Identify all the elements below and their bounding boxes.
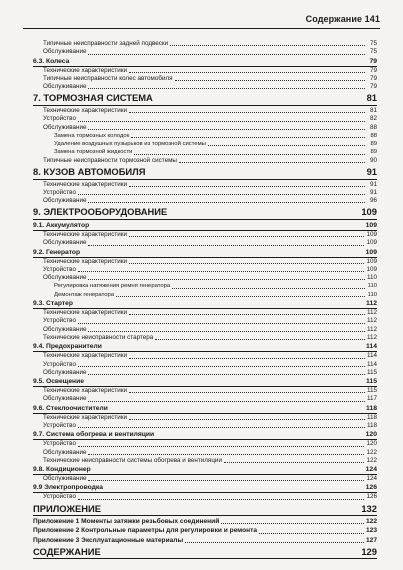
toc-entry-label: Типичные неисправности тормозной системы bbox=[43, 156, 177, 164]
toc-entry-label: Технические характеристики bbox=[43, 352, 128, 360]
toc-entry-label: Устройство bbox=[43, 422, 76, 429]
toc-lvl2-row bbox=[33, 148, 377, 156]
toc-entry-label: Технические характеристики bbox=[43, 257, 128, 265]
toc-entry-page: 112 bbox=[366, 333, 377, 341]
toc-entry-page: 112 bbox=[366, 317, 377, 325]
toc-section-row bbox=[33, 430, 377, 440]
toc-entry-label: 8. КУЗОВ АВТОМОБИЛЯ bbox=[33, 166, 146, 178]
toc-entry-label: 9.7. Система обогрева и вентиляции bbox=[33, 431, 155, 439]
toc-lvl1-row bbox=[33, 75, 377, 83]
toc-entry-page: 79 bbox=[369, 83, 377, 91]
dot-leader bbox=[78, 121, 365, 122]
toc-lvl1-row bbox=[33, 239, 377, 247]
toc-entry-page: 123 bbox=[365, 527, 377, 535]
dot-leader bbox=[78, 446, 365, 447]
toc-entry-label: Обслуживание bbox=[43, 123, 87, 131]
toc-chapter-row bbox=[33, 166, 377, 180]
toc-entry-label: СОДЕРЖАНИЕ bbox=[33, 545, 101, 557]
toc-lvl1-row bbox=[33, 449, 377, 457]
toc-entry-page: 109 bbox=[366, 265, 377, 273]
toc-entry-page: 75 bbox=[369, 48, 377, 56]
toc-entry-page: 127 bbox=[365, 536, 377, 544]
toc-entry-page: 114 bbox=[366, 360, 377, 368]
toc-lvl1-row bbox=[33, 361, 377, 369]
toc-entry-page: 110 bbox=[366, 274, 377, 282]
page-header-title: Содержание 141 bbox=[305, 14, 380, 24]
dot-leader bbox=[88, 401, 364, 402]
dot-leader bbox=[131, 137, 365, 138]
toc-lvl1-row bbox=[33, 317, 377, 325]
toc-entry-page: 110 bbox=[367, 291, 377, 298]
toc-entry-page: 91 bbox=[369, 180, 377, 188]
toc-entry-label: Устройство bbox=[43, 265, 76, 273]
toc-entry-page: 109 bbox=[365, 248, 377, 256]
toc-lvl1-row bbox=[33, 395, 377, 403]
toc-entry-page: 81 bbox=[369, 106, 377, 114]
toc-lvl1-row bbox=[33, 231, 377, 239]
toc-entry-page: 110 bbox=[367, 283, 377, 290]
toc-entry-label: Обслуживание bbox=[43, 83, 87, 91]
toc-entry-page: 120 bbox=[365, 431, 377, 439]
dot-leader bbox=[185, 542, 364, 543]
toc-entry-label: Замена тормозных колодок bbox=[54, 132, 130, 139]
toc-entry-page: 88 bbox=[370, 132, 377, 139]
dot-leader bbox=[129, 314, 365, 315]
toc-entry-label: 9.3. Стартер bbox=[33, 300, 73, 308]
table-of-contents bbox=[33, 40, 377, 560]
dot-leader bbox=[224, 462, 365, 463]
dot-leader bbox=[88, 374, 364, 375]
toc-entry-label: Технические характеристики bbox=[43, 66, 128, 74]
toc-entry-label: Типичные неисправности колес автомобиля bbox=[43, 74, 173, 82]
dot-leader bbox=[179, 162, 365, 163]
dot-leader bbox=[78, 194, 365, 195]
toc-lvl1-row bbox=[33, 387, 377, 395]
toc-entry-page: 75 bbox=[369, 40, 377, 47]
toc-entry-page: 118 bbox=[366, 422, 377, 429]
toc-entry-page: 89 bbox=[370, 141, 377, 148]
toc-entry-page: 88 bbox=[369, 123, 377, 131]
dot-leader bbox=[129, 236, 364, 237]
toc-entry-page: 96 bbox=[369, 197, 377, 205]
toc-entry-page: 115 bbox=[366, 378, 377, 386]
toc-entry-page: 117 bbox=[366, 395, 377, 403]
toc-section-row bbox=[33, 404, 377, 414]
toc-entry-page: 122 bbox=[366, 456, 377, 464]
dot-leader bbox=[88, 454, 364, 455]
toc-entry-page: 132 bbox=[361, 502, 377, 514]
dot-leader bbox=[155, 339, 365, 340]
dot-leader bbox=[78, 366, 365, 367]
toc-entry-label: Обслуживание bbox=[43, 325, 87, 333]
toc-lvl1-row bbox=[33, 124, 377, 132]
toc-entry-label: Технические характеристики bbox=[43, 413, 128, 421]
dot-leader bbox=[129, 392, 365, 393]
dot-leader bbox=[129, 72, 365, 73]
dot-leader bbox=[129, 263, 364, 264]
toc-lvl1-row bbox=[33, 258, 377, 266]
toc-chapter-row bbox=[33, 503, 377, 517]
dot-leader bbox=[129, 186, 365, 187]
toc-lvl1-row bbox=[33, 414, 377, 422]
page-header bbox=[23, 14, 380, 29]
toc-entry-label: 9.1. Аккумулятор bbox=[33, 221, 90, 229]
toc-lvl1-row bbox=[33, 67, 377, 75]
toc-entry-page: 79 bbox=[369, 74, 377, 82]
toc-entry-page: 91 bbox=[369, 188, 377, 196]
toc-entry-label: Обслуживание bbox=[43, 274, 87, 282]
toc-section-row bbox=[33, 221, 377, 231]
dot-leader bbox=[88, 54, 365, 55]
toc-entry-page: 126 bbox=[366, 493, 377, 501]
dot-leader bbox=[259, 533, 364, 534]
toc-lvl1-row bbox=[33, 309, 377, 317]
toc-entry-label: Технические характеристики bbox=[43, 230, 128, 238]
toc-entry-page: 82 bbox=[369, 115, 377, 123]
toc-entry-label: Удаление воздушных пузырьков из тормозной системы bbox=[54, 141, 206, 148]
toc-app-row bbox=[33, 526, 377, 535]
dot-leader bbox=[170, 45, 365, 46]
toc-entry-page: 81 bbox=[366, 92, 377, 104]
toc-lvl1-row bbox=[33, 493, 377, 501]
toc-entry-label: Устройство bbox=[43, 188, 76, 196]
dot-leader bbox=[175, 80, 365, 81]
toc-entry-label: Приложение 1 Моменты затяжки резьбовых соединений bbox=[33, 518, 220, 526]
toc-lvl1-row bbox=[33, 475, 377, 483]
dot-leader bbox=[134, 154, 365, 155]
toc-entry-page: 115 bbox=[366, 368, 377, 376]
dot-leader bbox=[129, 112, 365, 113]
dot-leader bbox=[88, 129, 365, 130]
toc-entry-page: 109 bbox=[366, 257, 377, 265]
toc-entry-label: 9.4. Предохранители bbox=[33, 343, 102, 351]
toc-entry-page: 109 bbox=[365, 221, 377, 229]
toc-entry-label: Технические характеристики bbox=[43, 387, 128, 395]
toc-entry-page: 118 bbox=[366, 413, 377, 421]
dot-leader bbox=[116, 296, 365, 297]
toc-section-row bbox=[33, 57, 377, 67]
toc-entry-label: Обслуживание bbox=[43, 395, 87, 403]
dot-leader bbox=[88, 245, 364, 246]
toc-lvl1-row bbox=[33, 266, 377, 274]
toc-entry-page: 114 bbox=[366, 352, 377, 360]
dot-leader bbox=[88, 279, 364, 280]
toc-lvl1-row bbox=[33, 352, 377, 360]
toc-entry-label: Обслуживание bbox=[43, 197, 87, 205]
toc-chapter-row bbox=[33, 206, 377, 220]
toc-app-row bbox=[33, 536, 377, 545]
toc-entry-label: 7. ТОРМОЗНАЯ СИСТЕМА bbox=[33, 92, 153, 104]
toc-lvl1-row bbox=[33, 181, 377, 189]
toc-entry-label: Технические неисправности системы обогрева и вентиляции bbox=[43, 456, 222, 464]
toc-entry-label: Демонтаж генератора bbox=[54, 291, 115, 298]
dot-leader bbox=[221, 523, 364, 524]
toc-lvl1-row bbox=[33, 369, 377, 377]
toc-entry-label: Обслуживание bbox=[43, 239, 87, 247]
toc-entry-label: Технические характеристики bbox=[43, 309, 128, 317]
toc-entry-label: Типичные неисправности задней подвески bbox=[43, 40, 169, 47]
toc-lvl1-row bbox=[33, 422, 377, 430]
dot-leader bbox=[78, 271, 365, 272]
toc-entry-label: Обслуживание bbox=[43, 448, 87, 456]
toc-entry-label: Обслуживание bbox=[43, 368, 87, 376]
toc-entry-page: 126 bbox=[365, 484, 377, 492]
toc-lvl1-row bbox=[33, 40, 377, 48]
toc-lvl1-row bbox=[33, 107, 377, 115]
toc-lvl1-row bbox=[33, 274, 377, 282]
toc-entry-label: 6.3. Колеса bbox=[33, 57, 70, 65]
toc-entry-label: ПРИЛОЖЕНИЕ bbox=[33, 502, 101, 514]
toc-entry-label: 9.9 Электропроводка bbox=[33, 484, 103, 492]
toc-entry-label: Обслуживание bbox=[43, 475, 87, 483]
toc-entry-label: Устройство bbox=[43, 115, 76, 123]
toc-entry-label: Замена тормозной жидкости bbox=[54, 149, 133, 156]
toc-entry-page: 114 bbox=[366, 343, 377, 351]
dot-leader bbox=[78, 323, 365, 324]
toc-lvl1-row bbox=[33, 326, 377, 334]
toc-lvl1-row bbox=[33, 334, 377, 342]
toc-entry-label: Технические неисправности стартера bbox=[43, 333, 154, 341]
dot-leader bbox=[88, 331, 364, 332]
dot-leader bbox=[172, 288, 365, 289]
toc-entry-label: 9.5. Освещение bbox=[33, 378, 84, 386]
toc-entry-label: Технические характеристики bbox=[43, 180, 128, 188]
toc-entry-page: 129 bbox=[361, 545, 377, 557]
toc-entry-label: Технические характеристики bbox=[43, 106, 128, 114]
dot-leader bbox=[88, 480, 364, 481]
toc-section-row bbox=[33, 483, 377, 493]
dot-leader bbox=[88, 88, 365, 89]
toc-entry-page: 112 bbox=[366, 309, 377, 317]
toc-lvl2-row bbox=[33, 140, 377, 148]
toc-entry-label: Устройство bbox=[43, 493, 76, 501]
toc-section-row bbox=[33, 248, 377, 258]
toc-entry-page: 109 bbox=[366, 239, 377, 247]
toc-entry-label: Устройство bbox=[43, 440, 76, 448]
toc-section-row bbox=[33, 299, 377, 309]
toc-lvl1-row bbox=[33, 157, 377, 165]
toc-lvl1-row bbox=[33, 83, 377, 91]
toc-entry-page: 89 bbox=[370, 149, 377, 156]
toc-section-row bbox=[33, 342, 377, 352]
toc-entry-label: Приложение 3 Эксплуатационные материалы bbox=[33, 536, 184, 544]
toc-lvl1-row bbox=[33, 48, 377, 56]
toc-entry-page: 124 bbox=[366, 475, 377, 483]
toc-section-row bbox=[33, 377, 377, 387]
toc-entry-label: 9.8. Кондиционер bbox=[33, 466, 91, 474]
toc-entry-page: 122 bbox=[365, 518, 377, 526]
toc-app-row bbox=[33, 517, 377, 526]
toc-entry-page: 79 bbox=[369, 57, 377, 65]
toc-entry-page: 112 bbox=[366, 325, 377, 333]
toc-entry-page: 112 bbox=[366, 300, 377, 308]
toc-entry-page: 90 bbox=[369, 156, 377, 164]
toc-lvl1-row bbox=[33, 457, 377, 465]
toc-lvl2-row bbox=[33, 282, 377, 290]
toc-lvl2-row bbox=[33, 132, 377, 140]
dot-leader bbox=[129, 419, 365, 420]
toc-entry-page: 124 bbox=[365, 466, 377, 474]
toc-lvl2-row bbox=[33, 291, 377, 299]
toc-lvl1-row bbox=[33, 197, 377, 205]
toc-lvl1-row bbox=[33, 189, 377, 197]
toc-entry-page: 122 bbox=[366, 448, 377, 456]
toc-entry-label: 9.2. Генератор bbox=[33, 248, 81, 256]
toc-entry-label: Устройство bbox=[43, 360, 76, 368]
dot-leader bbox=[208, 145, 365, 146]
dot-leader bbox=[78, 427, 365, 428]
toc-section-row bbox=[33, 465, 377, 475]
dot-leader bbox=[78, 499, 365, 500]
toc-lvl1-row bbox=[33, 115, 377, 123]
toc-entry-label: Обслуживание bbox=[43, 48, 87, 56]
toc-chapter-row bbox=[33, 546, 377, 560]
toc-chapter-row bbox=[33, 92, 377, 106]
toc-lvl1-row bbox=[33, 440, 377, 448]
dot-leader bbox=[88, 202, 365, 203]
toc-entry-page: 91 bbox=[366, 166, 377, 178]
toc-entry-page: 118 bbox=[366, 404, 377, 412]
toc-entry-label: Регулировка натяжения ремня генератора bbox=[54, 283, 171, 290]
toc-entry-page: 120 bbox=[366, 440, 377, 448]
toc-entry-page: 79 bbox=[369, 66, 377, 74]
dot-leader bbox=[129, 358, 365, 359]
toc-entry-label: 9. ЭЛЕКТРООБОРУДОВАНИЕ bbox=[33, 206, 168, 218]
toc-entry-label: Устройство bbox=[43, 317, 76, 325]
toc-entry-label: Приложение 2 Контрольные параметры для регулировки и ремонта bbox=[33, 527, 257, 535]
toc-entry-page: 109 bbox=[361, 206, 377, 218]
toc-entry-page: 115 bbox=[366, 387, 377, 395]
toc-entry-label: 9.6. Стеклоочистители bbox=[33, 404, 108, 412]
toc-entry-page: 109 bbox=[366, 230, 377, 238]
